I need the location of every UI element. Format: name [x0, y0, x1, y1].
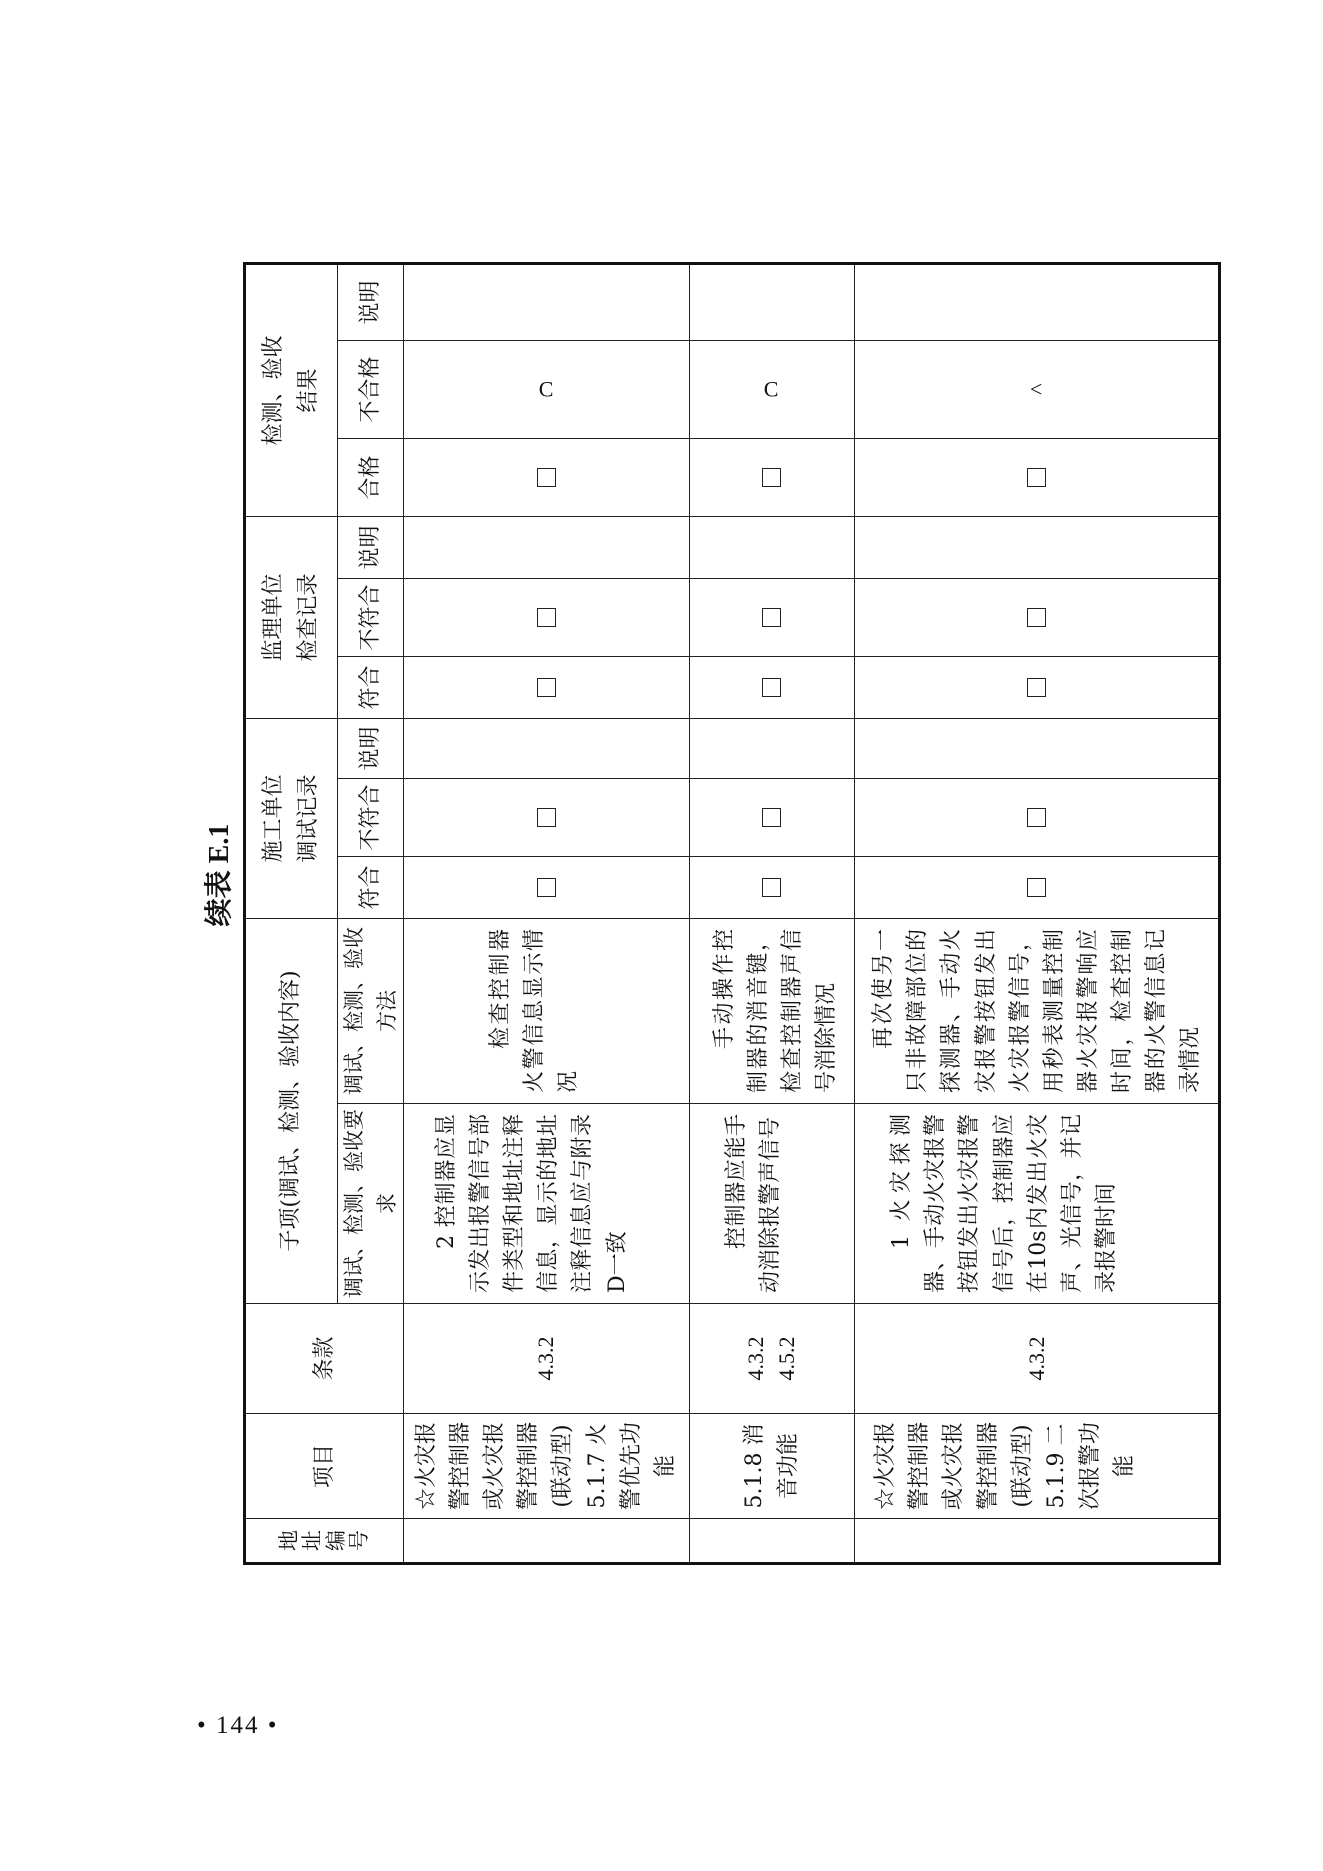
header-construction-note: 说明: [338, 719, 404, 779]
supervision-nonconform-cell: [404, 579, 690, 657]
checkbox[interactable]: [762, 678, 781, 697]
header-row-1: [245, 264, 338, 1564]
construction-nonconform-cell: [404, 779, 690, 857]
header-address: 地址编号: [245, 1519, 404, 1564]
requirement-cell: 2 控制器应显示发出报警信号部件类型和地址注释信息，显示的地址注释信息应与附录D一致: [404, 1104, 690, 1304]
checkbox[interactable]: [1027, 608, 1046, 627]
result-qualified-cell: [689, 439, 854, 517]
construction-nonconform-cell: [855, 779, 1220, 857]
address-cell: [689, 1519, 854, 1564]
method-cell: 检查控制器火警信息显示情况: [404, 919, 690, 1104]
result-note-cell: [689, 264, 854, 341]
checkbox[interactable]: [537, 608, 556, 627]
inspection-table: [243, 262, 1221, 1565]
checkbox[interactable]: [537, 808, 556, 827]
address-cell: [855, 1519, 1220, 1564]
header-construction-nonconform: 不符合: [338, 779, 404, 857]
item-cell: ☆火灾报警控制器或火灾报警控制器(联动型) 5.1.7 火警优先功能: [404, 1414, 690, 1519]
clause-cell: 4.3.2: [855, 1304, 1220, 1414]
header-method: 调试、检测、验收方法: [338, 919, 404, 1104]
supervision-nonconform-cell: [855, 579, 1220, 657]
result-unqualified-cell: [689, 341, 854, 439]
table-row: [689, 264, 854, 1564]
header-supervision-nonconform: 不符合: [338, 579, 404, 657]
header-supervision-conform: 符合: [338, 657, 404, 719]
table-row: [404, 264, 690, 1564]
requirement-cell: 1 火灾探测器、手动火灾报警按钮发出火灾报警信号后，控制器应在10s内发出火灾声、光信号，并记录报警时间: [855, 1104, 1220, 1304]
result-mark: C: [764, 376, 779, 402]
header-result-note: 说明: [338, 264, 404, 341]
supervision-note-cell: [689, 517, 854, 579]
construction-conform-cell: [855, 857, 1220, 919]
construction-note-cell: [689, 719, 854, 779]
checkbox[interactable]: [1027, 808, 1046, 827]
checkbox[interactable]: [1027, 878, 1046, 897]
result-mark: C: [538, 376, 554, 402]
result-unqualified-cell: [855, 341, 1220, 439]
result-qualified-cell: [855, 439, 1220, 517]
item-cell: 5.1.8 消音功能: [689, 1414, 854, 1519]
method-cell: 手动操作控制器的消音键，检查控制器声信号消除情况: [689, 919, 854, 1104]
construction-conform-cell: [404, 857, 690, 919]
method-cell: 再次使另一只非故障部位的探测器、手动火灾报警按钮发出火灾报警信号，用秒表测量控制器火灾报警响应时间，检查控制器的火警信息记录情况: [855, 919, 1220, 1104]
checkbox[interactable]: [762, 878, 781, 897]
table-caption: 续表 E.1: [204, 823, 235, 927]
result-unqualified-cell: [404, 341, 690, 439]
clause-cell: 4.3.2: [404, 1304, 690, 1414]
header-result-unqualified: 不合格: [338, 341, 404, 439]
checkbox[interactable]: [762, 808, 781, 827]
header-subitem-group: 子项(调试、检测、验收内容): [245, 919, 338, 1304]
rotated-page-content: [195, 185, 1205, 1565]
address-cell: [404, 1519, 690, 1564]
header-construction-conform: 符合: [338, 857, 404, 919]
checkbox[interactable]: [1027, 678, 1046, 697]
supervision-conform-cell: [855, 657, 1220, 719]
header-supervision-note: 说明: [338, 517, 404, 579]
construction-note-cell: [404, 719, 690, 779]
supervision-nonconform-cell: [689, 579, 854, 657]
header-item: 项目: [245, 1414, 404, 1519]
construction-nonconform-cell: [689, 779, 854, 857]
page-number: • 144 •: [197, 1712, 279, 1739]
header-construction-group: 施工单位调试记录: [245, 719, 338, 919]
header-result-qualified: 合格: [338, 439, 404, 517]
supervision-conform-cell: [689, 657, 854, 719]
header-requirement: 调试、检测、验收要求: [338, 1104, 404, 1304]
item-cell: ☆火灾报警控制器或火灾报警控制器(联动型) 5.1.9 二次报警功能: [855, 1414, 1220, 1519]
checkbox[interactable]: [537, 878, 556, 897]
supervision-conform-cell: [404, 657, 690, 719]
table-row: [855, 264, 1220, 1564]
checkbox[interactable]: [537, 468, 556, 487]
checkbox[interactable]: [1027, 468, 1046, 487]
result-note-cell: [855, 264, 1220, 341]
checkbox[interactable]: [762, 468, 781, 487]
result-mark: <: [1029, 376, 1043, 402]
construction-conform-cell: [689, 857, 854, 919]
header-supervision-group: 监理单位检查记录: [245, 517, 338, 719]
checkbox[interactable]: [762, 608, 781, 627]
clause-cell: 4.3.2 4.5.2: [689, 1304, 854, 1414]
result-note-cell: [404, 264, 690, 341]
requirement-cell: 控制器应能手动消除报警声信号: [689, 1104, 854, 1304]
checkbox[interactable]: [537, 678, 556, 697]
construction-note-cell: [855, 719, 1220, 779]
result-qualified-cell: [404, 439, 690, 517]
supervision-note-cell: [404, 517, 690, 579]
header-clause: 条款: [245, 1304, 404, 1414]
supervision-note-cell: [855, 517, 1220, 579]
header-result-group: 检测、验收结果: [245, 264, 338, 517]
